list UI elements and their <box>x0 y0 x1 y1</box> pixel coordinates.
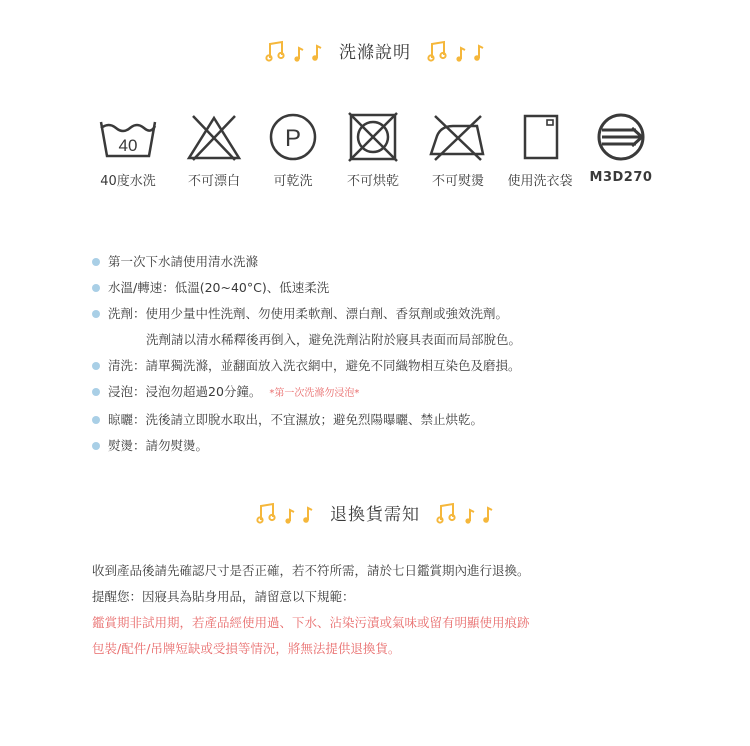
dry-clean-p-icon <box>262 112 324 162</box>
symbol-no-iron <box>418 112 498 189</box>
policy-warning-line: 包裝/配件/吊牌短缺或受損等情況，將無法提供退換貨。 <box>92 641 401 656</box>
care-symbol-row <box>88 112 666 202</box>
list-item-text: 清洗：請單獨洗滌，並翻面放入洗衣網中，避免不同織物相互染色及磨損。 <box>108 358 521 373</box>
list-item <box>92 301 692 353</box>
list-item-text: 浸泡：浸泡勿超過20分鐘。 <box>108 384 262 399</box>
brand-logo-icon <box>590 112 652 162</box>
music-notes-right-icon <box>427 40 485 62</box>
laundry-bag-icon <box>509 112 571 162</box>
bullet-dot <box>92 284 100 292</box>
no-tumble-dry-icon <box>342 112 404 162</box>
symbol-wash-40 <box>88 112 168 189</box>
symbol-laundry-bag <box>500 112 580 189</box>
bullet-dot <box>92 442 100 450</box>
symbol-dry-clean <box>253 112 333 189</box>
list-item <box>92 353 692 379</box>
dry-clean-letter: P <box>284 125 302 152</box>
list-item-text: 第一次下水請使用清水洗滌 <box>108 254 259 269</box>
policy-line: 提醒您：因寢具為貼身用品，請留意以下規範： <box>92 589 355 604</box>
symbol-no-tumble-dry <box>333 112 413 189</box>
music-notes-left-icon <box>256 502 314 524</box>
symbol-label: 不可烘乾 <box>346 174 399 189</box>
list-item <box>92 249 692 275</box>
policy-warning-line: 鑑賞期非試用期，若產品經使用過、下水、沾染污漬或氣味或留有明顯使用痕跡 <box>92 615 530 630</box>
bullet-dot <box>92 258 100 266</box>
list-item-text: 熨燙：請勿熨燙。 <box>108 438 209 453</box>
policy-line: 收到產品後請先確認尺寸是否正確，若不符所需，請於七日鑑賞期內進行退換。 <box>92 563 530 578</box>
bullet-dot <box>92 416 100 424</box>
symbol-label: 不可漂白 <box>187 174 240 189</box>
symbol-label: M3D270 <box>589 170 653 185</box>
bullet-dot <box>92 310 100 318</box>
return-heading <box>0 500 750 525</box>
list-item-text: 水溫/轉速：低溫(20~40°C)、低速柔洗 <box>108 280 330 295</box>
music-notes-left-icon <box>265 40 323 62</box>
symbol-label: 40度水洗 <box>100 174 156 189</box>
list-item-subtext: 洗劑請以清水稀釋後再倒入，避免洗劑沾附於寢具表面而局部脫色。 <box>146 332 522 347</box>
symbol-label: 使用洗衣袋 <box>507 174 573 189</box>
music-notes-right-icon <box>436 502 494 524</box>
soak-warning-note: *第一次洗滌勿浸泡* <box>269 388 360 399</box>
no-iron-icon <box>427 112 489 162</box>
return-policy-text <box>92 558 712 662</box>
symbol-no-bleach <box>174 112 254 189</box>
list-item <box>92 379 692 407</box>
wash-section-title: 洗滌說明 <box>339 43 411 63</box>
list-item <box>92 407 692 433</box>
care-instructions-list <box>92 249 692 459</box>
wash-heading <box>0 38 750 63</box>
bullet-dot <box>92 388 100 396</box>
symbol-label: 不可熨燙 <box>431 174 484 189</box>
list-item-text: 晾曬：洗後請立即脫水取出，不宜濕放；避免烈陽曝曬、禁止烘乾。 <box>108 412 484 427</box>
no-bleach-icon <box>183 112 245 162</box>
return-section-title: 退換貨需知 <box>330 505 420 525</box>
wash-40-icon <box>97 112 159 162</box>
list-item-text: 洗劑：使用少量中性洗劑、勿使用柔軟劑、漂白劑、香氛劑或強效洗劑。 <box>108 306 509 321</box>
list-item <box>92 275 692 301</box>
wash-temperature-text: 40 <box>118 136 138 155</box>
bullet-dot <box>92 362 100 370</box>
symbol-label: 可乾洗 <box>273 174 313 189</box>
list-item <box>92 433 692 459</box>
symbol-brand-logo <box>581 112 661 185</box>
